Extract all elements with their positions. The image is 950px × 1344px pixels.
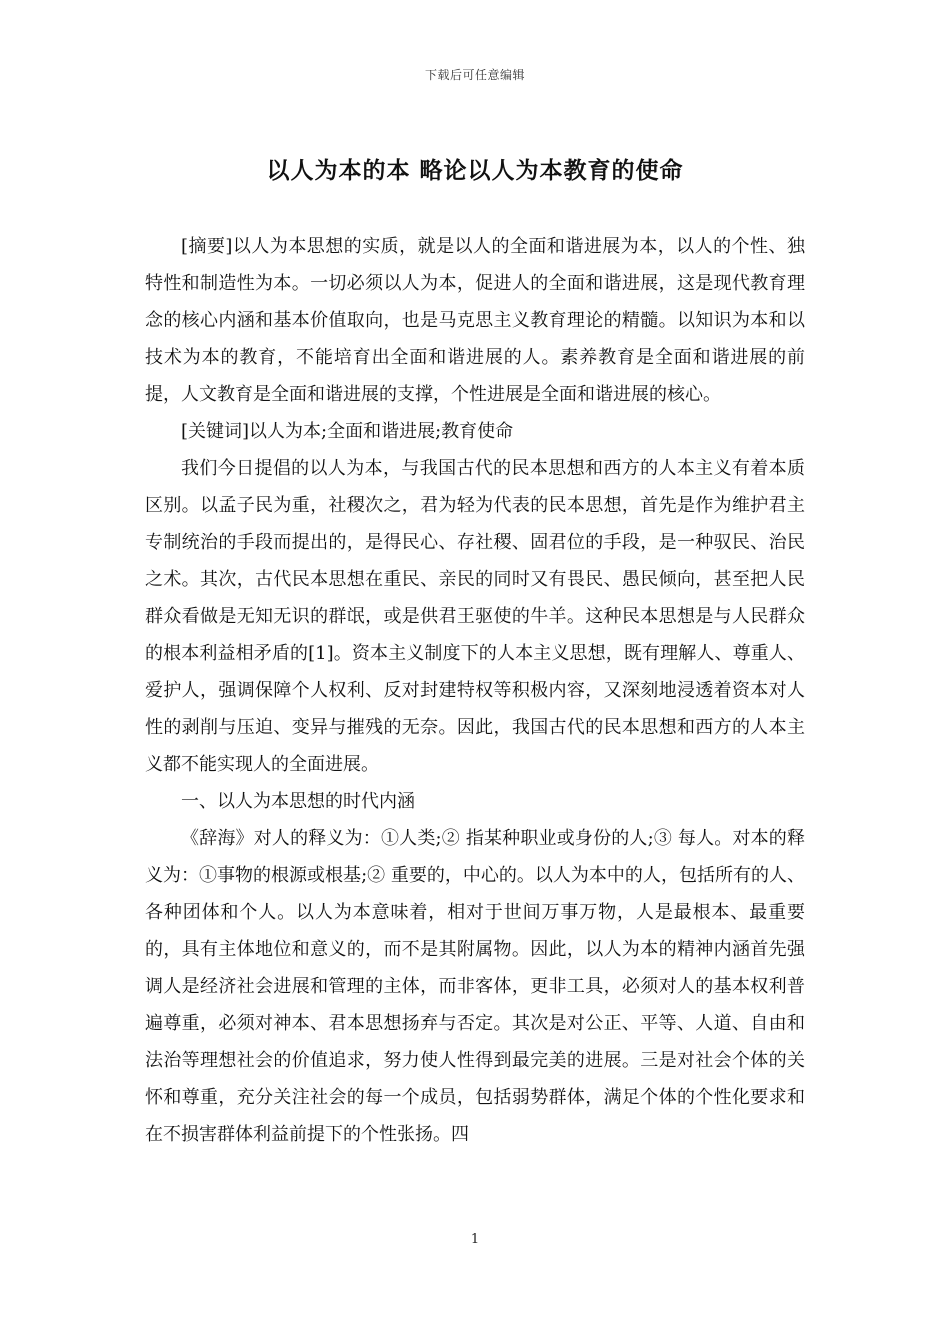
document-title: 以人为本的本 略论以人为本教育的使命: [266, 158, 684, 184]
abstract-paragraph: [摘要]以人为本思想的实质，就是以人的全面和谐进展为本，以人的个性、独特性和制造性为本。一切必须以人为本，促进人的全面和谐进展，这是现代教育理念的核心内涵和基本价值取向，也是马克思主义教育理论的精髓。以知识为本和以技术为本的教育，不能培育出全面和谐进展的人。素养教育是全面和谐进展的前提，人文教育是全面和谐进展的支撑，个性进展是全面和谐进展的核心。: [145, 236, 805, 405]
keywords-paragraph: [关键词]以人为本;全面和谐进展;教育使命: [181, 421, 514, 442]
body-paragraph: 《辞海》对人的释义为：①人类;② 指某种职业或身份的人;③ 每人。对本的释义为：①事物的根源或根基;② 重要的，中心的。以人为本中的人，包括所有的人、各种团体和个人。以人为本意味着，相对于世间万事万物，人是最根本、最重要的，具有主体地位和意义的，而不是其附属物。因此，以人为本的精神内涵首先强调人是经济社会进展和管理的主体，而非客体，更非工具，必须对人的基本权利普遍尊重，必须对神本、君本思想扬弃与否定。其次是对公正、平等、人道、自由和法治等理想社会的价值追求，努力使人性得到最完美的进展。三是对社会个体的关怀和尊重，充分关注社会的每一个成员，包括弱势群体，满足个体的个性化要求和在不损害群体利益前提下的个性张扬。四: [145, 828, 805, 1145]
document-body: [145, 228, 805, 1153]
page-number: 1: [470, 1232, 480, 1247]
header-note: 下载后可任意编辑: [424, 68, 525, 82]
section-heading: 一、以人为本思想的时代内涵: [181, 791, 415, 812]
body-paragraph: 我们今日提倡的以人为本，与我国古代的民本思想和西方的人本主义有着本质区别。以孟子民为重，社稷次之，君为轻为代表的民本思想，首先是作为维护君主专制统治的手段而提出的，是得民心、存社稷、固君位的手段，是一种驭民、治民之术。其次，古代民本思想在重民、亲民的同时又有畏民、愚民倾向，甚至把人民群众看做是无知无识的群氓，或是供君王驱使的牛羊。这种民本思想是与人民群众的根本利益相矛盾的[1]。资本主义制度下的人本主义思想，既有理解人、尊重人、爱护人，强调保障个人权利、反对封建特权等积极内容，又深刻地浸透着资本对人性的剥削与压迫、变异与摧残的无奈。因此，我国古代的民本思想和西方的人本主义都不能实现人的全面进展。: [145, 458, 805, 775]
